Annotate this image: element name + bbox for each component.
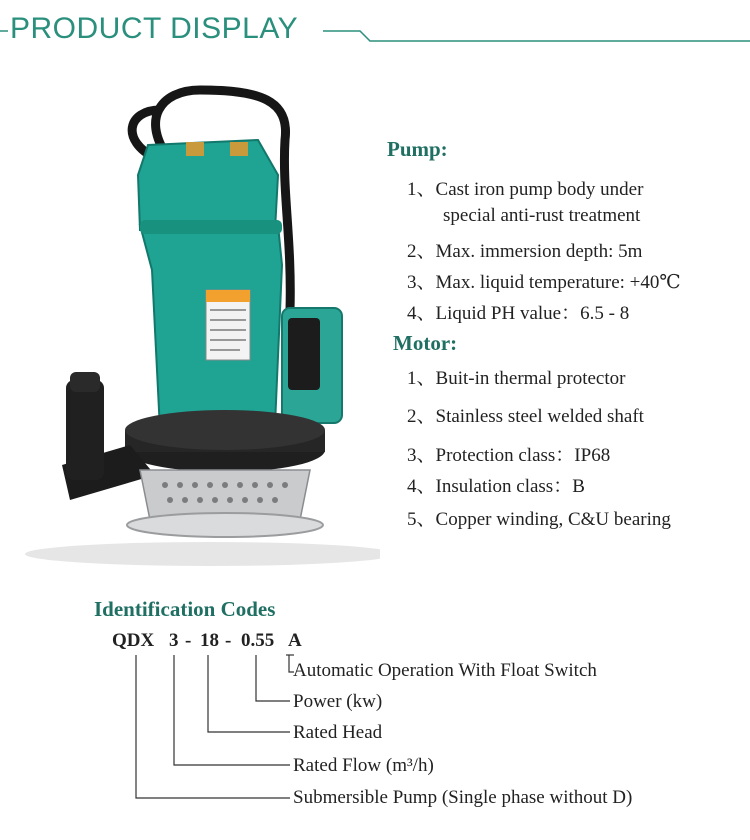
label-series: Submersible Pump (Single phase without D) [293, 787, 633, 808]
code-power: 0.55 [241, 630, 275, 651]
code-separator: - [185, 630, 192, 651]
page-title: PRODUCT DISPLAY [10, 12, 299, 45]
item-number: 4、 [407, 476, 436, 497]
motor-item-4 [407, 471, 585, 498]
item-number: 3、 [407, 272, 436, 293]
motor-item-2 [407, 401, 644, 428]
code-separator: - [225, 630, 232, 651]
motor-heading: Motor: [393, 331, 458, 355]
label-flow: Rated Flow (m³/h) [293, 755, 434, 776]
code-flow: 3 [169, 630, 179, 651]
identification-heading: Identification Codes [94, 597, 276, 621]
code-series: QDX [112, 630, 155, 651]
pump-item-1 [407, 174, 643, 201]
item-number: 2、 [407, 406, 436, 427]
item-text: Max. liquid temperature: +40℃ [435, 272, 681, 293]
submersible-pump-icon [20, 80, 380, 570]
item-text: Max. immersion depth: 5m [435, 241, 643, 262]
item-text: Protection class：IP68 [435, 445, 611, 466]
code-head: 18 [200, 630, 219, 651]
item-number: 1、 [407, 179, 436, 200]
item-number: 1、 [407, 368, 436, 389]
code-auto: A [288, 630, 302, 651]
pump-item-4 [407, 298, 629, 325]
label-auto: Automatic Operation With Float Switch [293, 660, 597, 681]
motor-item-3 [407, 440, 610, 467]
item-number: 2、 [407, 241, 436, 262]
label-power: Power (kw) [293, 691, 383, 712]
pump-item-1-continued: special anti-rust treatment [443, 205, 641, 226]
pump-item-3 [407, 267, 681, 294]
pump-heading: Pump: [387, 137, 448, 161]
motor-item-1 [407, 363, 625, 390]
item-number: 4、 [407, 303, 436, 324]
header [0, 0, 750, 60]
item-text: Copper winding, C&U bearing [435, 509, 671, 530]
pump-item-2 [407, 236, 642, 263]
motor-item-5 [407, 504, 671, 531]
item-text: Insulation class：B [435, 476, 585, 497]
item-number: 3、 [407, 445, 436, 466]
item-text: Buit-in thermal protector [435, 368, 626, 389]
item-number: 5、 [407, 509, 436, 530]
item-text: Stainless steel welded shaft [435, 406, 644, 427]
item-text: Cast iron pump body under [435, 179, 644, 200]
label-head: Rated Head [293, 722, 383, 743]
item-text: Liquid PH value：6.5 - 8 [435, 303, 630, 324]
